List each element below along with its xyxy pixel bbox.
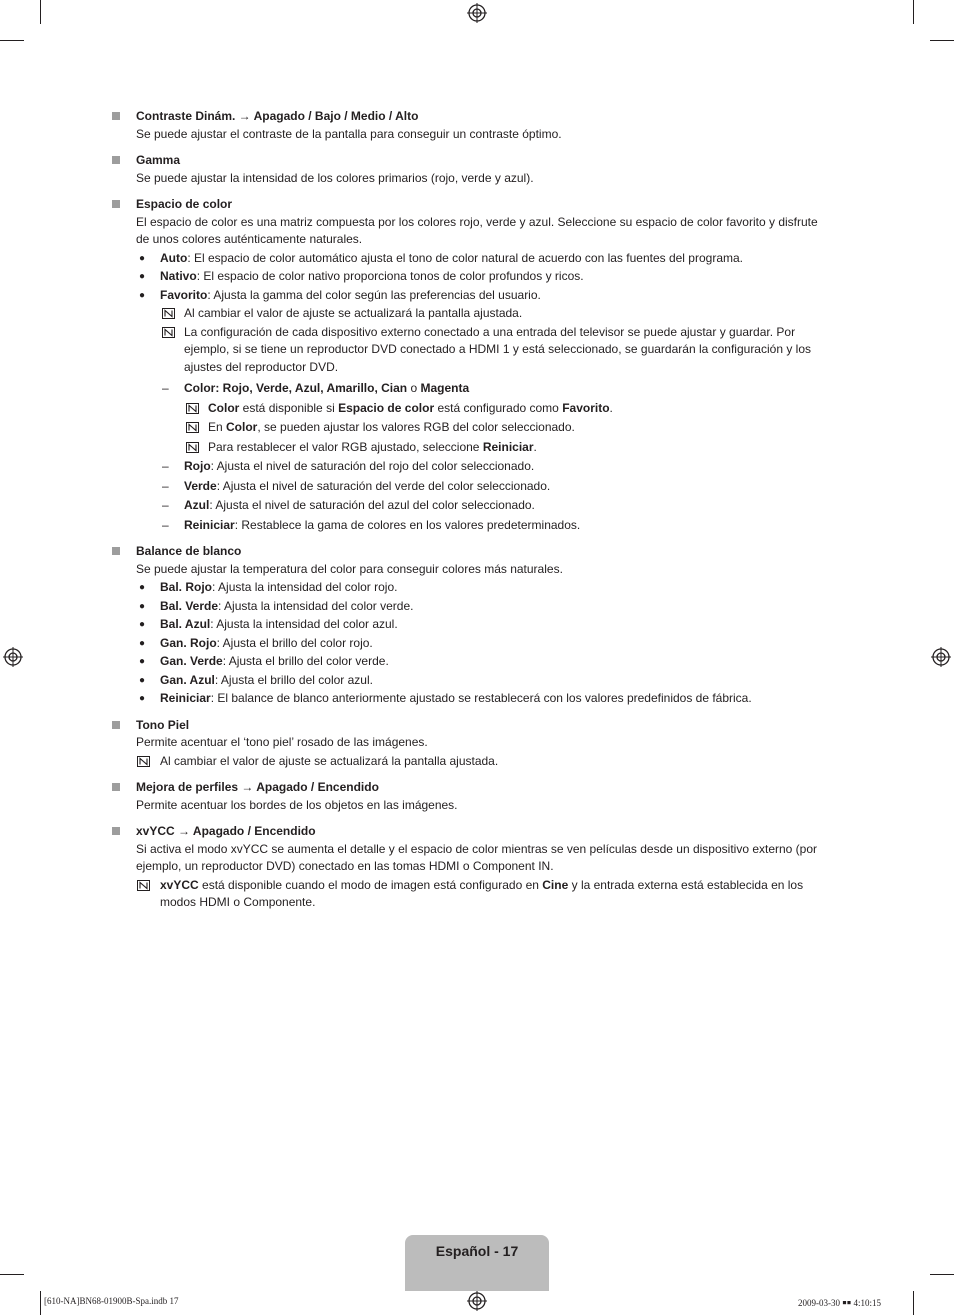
note-item: Al cambiar el valor de ajuste se actualizará la pantalla ajustada. bbox=[136, 305, 832, 323]
section-desc: Permite acentuar los bordes de los objetos en las imágenes. bbox=[136, 797, 458, 812]
list-item: ● Auto: El espacio de color automático ajusta el tono de color natural de acuerdo con las fuentes del programa. bbox=[136, 250, 832, 268]
section-balance-de-blanco bbox=[112, 543, 832, 708]
registration-mark-icon bbox=[467, 3, 487, 23]
manual-content bbox=[112, 108, 832, 921]
crop-mark bbox=[0, 1274, 24, 1275]
note-icon bbox=[162, 327, 175, 338]
section-tono-piel bbox=[112, 717, 832, 771]
list-item: ● Bal. Rojo: Ajusta la intensidad del color rojo. bbox=[136, 579, 832, 597]
registration-mark-icon bbox=[467, 1291, 487, 1311]
section-desc: Se puede ajustar la intensidad de los colores primarios (rojo, verde y azul). bbox=[136, 170, 534, 185]
note-icon bbox=[162, 308, 175, 319]
section-title: Tono Piel bbox=[136, 717, 190, 732]
crop-mark bbox=[913, 0, 914, 24]
registration-mark-icon bbox=[3, 647, 23, 667]
section-desc: Se puede ajustar la temperatura del color para conseguir colores más naturales. bbox=[136, 561, 563, 576]
crop-mark bbox=[913, 1291, 914, 1315]
section-desc: Permite acentuar el ‘tono piel’ rosado de las imágenes. bbox=[136, 735, 428, 749]
square-bullet-icon bbox=[112, 200, 120, 208]
section-espacio-de-color bbox=[112, 196, 832, 534]
bullet-icon: ● bbox=[139, 289, 146, 301]
print-footer-right: 2009-03-30 ￭￭ 4:10:15 bbox=[798, 1298, 881, 1308]
square-bullet-icon bbox=[112, 156, 120, 164]
square-bullet-icon bbox=[112, 827, 120, 835]
page-number: Español - 17 bbox=[435, 1243, 519, 1259]
section-title: Contraste Dinám. → Apagado / Bajo / Medio / Alto bbox=[136, 109, 419, 123]
page-number-tab bbox=[405, 1235, 549, 1291]
crop-mark bbox=[930, 40, 954, 41]
bullet-icon: ● bbox=[139, 693, 146, 704]
list-item: ● Gan. Verde: Ajusta el brillo del color verde. bbox=[136, 653, 832, 671]
square-bullet-icon bbox=[112, 721, 120, 729]
bullet-icon: ● bbox=[139, 674, 146, 686]
section-title: Gamma bbox=[136, 153, 181, 167]
bullet-icon: ● bbox=[139, 600, 146, 612]
note-icon bbox=[186, 403, 199, 414]
note-item: Color está disponible si Espacio de color está configurado como Favorito. bbox=[136, 400, 832, 418]
registration-mark-icon bbox=[931, 647, 951, 667]
crop-mark bbox=[930, 1274, 954, 1275]
bullet-icon: ● bbox=[139, 271, 146, 282]
dash-item: – Verde: Ajusta el nivel de saturación del verde del color seleccionado. bbox=[162, 478, 551, 493]
section-mejora-de-perfiles bbox=[112, 779, 832, 814]
section-gamma bbox=[112, 152, 832, 187]
list-item: ● Gan. Rojo: Ajusta el brillo del color rojo. bbox=[136, 635, 832, 653]
crop-mark bbox=[40, 1291, 41, 1315]
section-title: Mejora de perfiles → Apagado / Encendido bbox=[136, 780, 379, 794]
note-item: Al cambiar el valor de ajuste se actualizará la pantalla ajustada. bbox=[136, 753, 832, 771]
dash-glyph: – bbox=[162, 381, 169, 395]
dash-item: – Azul: Ajusta el nivel de saturación del azul del color seleccionado. bbox=[162, 498, 535, 512]
list-item: ● Bal. Azul: Ajusta la intensidad del color azul. bbox=[136, 616, 832, 634]
bullet-icon: ● bbox=[139, 619, 146, 630]
bullet-icon: ● bbox=[139, 656, 146, 667]
list-item: ● Gan. Azul: Ajusta el brillo del color azul. bbox=[136, 672, 832, 690]
print-footer-left: [610-NA]BN68-01900B-Spa.indb 17 bbox=[44, 1296, 179, 1306]
note-icon bbox=[186, 422, 199, 433]
square-bullet-icon bbox=[112, 112, 120, 120]
note-item: En Color, se pueden ajustar los valores RGB del color seleccionado. bbox=[136, 419, 832, 437]
square-bullet-icon bbox=[112, 547, 120, 555]
bullet-icon: ● bbox=[139, 582, 146, 593]
list-item: ● Reiniciar: El balance de blanco anteriormente ajustado se restablecerá con los valores predefinidos de fábrica. bbox=[136, 690, 832, 708]
crop-mark bbox=[40, 0, 41, 24]
note-icon bbox=[186, 442, 199, 453]
note-icon bbox=[137, 880, 150, 891]
dash-item: – Rojo: Ajusta el nivel de saturación del rojo del color seleccionado. bbox=[162, 459, 535, 473]
list-item: ● Favorito: Ajusta la gamma del color según las preferencias del usuario. bbox=[136, 287, 832, 305]
dash-item: – Reiniciar: Restablece la gama de colores en los valores predeterminados. bbox=[162, 517, 581, 532]
note-item: Para restablecer el valor RGB ajustado, seleccione Reiniciar. bbox=[136, 439, 832, 457]
square-bullet-icon bbox=[112, 783, 120, 791]
note-icon bbox=[137, 756, 150, 767]
section-title: Balance de blanco bbox=[136, 544, 242, 558]
dash-item: – Color: Rojo, Verde, Azul, Amarillo, Cian o Magenta bbox=[136, 380, 832, 398]
section-desc: Se puede ajustar el contraste de la pantalla para conseguir un contraste óptimo. bbox=[136, 126, 562, 141]
note-item: xvYCC está disponible cuando el modo de imagen está configurado en Cine y la entrada externa está establecida en los modos HDMI o Componente. bbox=[136, 877, 832, 912]
section-title: xvYCC → Apagado / Encendido bbox=[136, 824, 316, 838]
list-item: ● Nativo: El espacio de color nativo proporciona tonos de color profundos y ricos. bbox=[136, 268, 832, 286]
bullet-icon: ● bbox=[139, 637, 146, 649]
section-desc: Si activa el modo xvYCC se aumenta el detalle y el espacio de color mientras se ven películas desde un dispositivo externo (por ejemplo, un reproductor DVD) conectado en las tomas HDMI o Component IN. bbox=[136, 841, 818, 873]
section-contraste bbox=[112, 108, 832, 143]
list-item: ● Bal. Verde: Ajusta la intensidad del color verde. bbox=[136, 598, 832, 616]
section-xvycc bbox=[112, 823, 832, 912]
note-item: La configuración de cada dispositivo externo conectado a una entrada del televisor se puede ajustar y guardar. Por ejemplo, si se tiene un reproductor DVD conectado a HDMI 1 y está seleccionado, se guardarán la configuración y los ajustes del reproductor DVD. bbox=[136, 324, 832, 377]
bullet-icon: ● bbox=[139, 252, 146, 264]
section-desc: El espacio de color es una matriz compuesta por los colores rojo, verde y azul. Seleccione su espacio de color favorito y disfrute de unos colores auténticamente naturales. bbox=[136, 214, 818, 246]
section-title: Espacio de color bbox=[136, 197, 233, 211]
crop-mark bbox=[0, 40, 24, 41]
